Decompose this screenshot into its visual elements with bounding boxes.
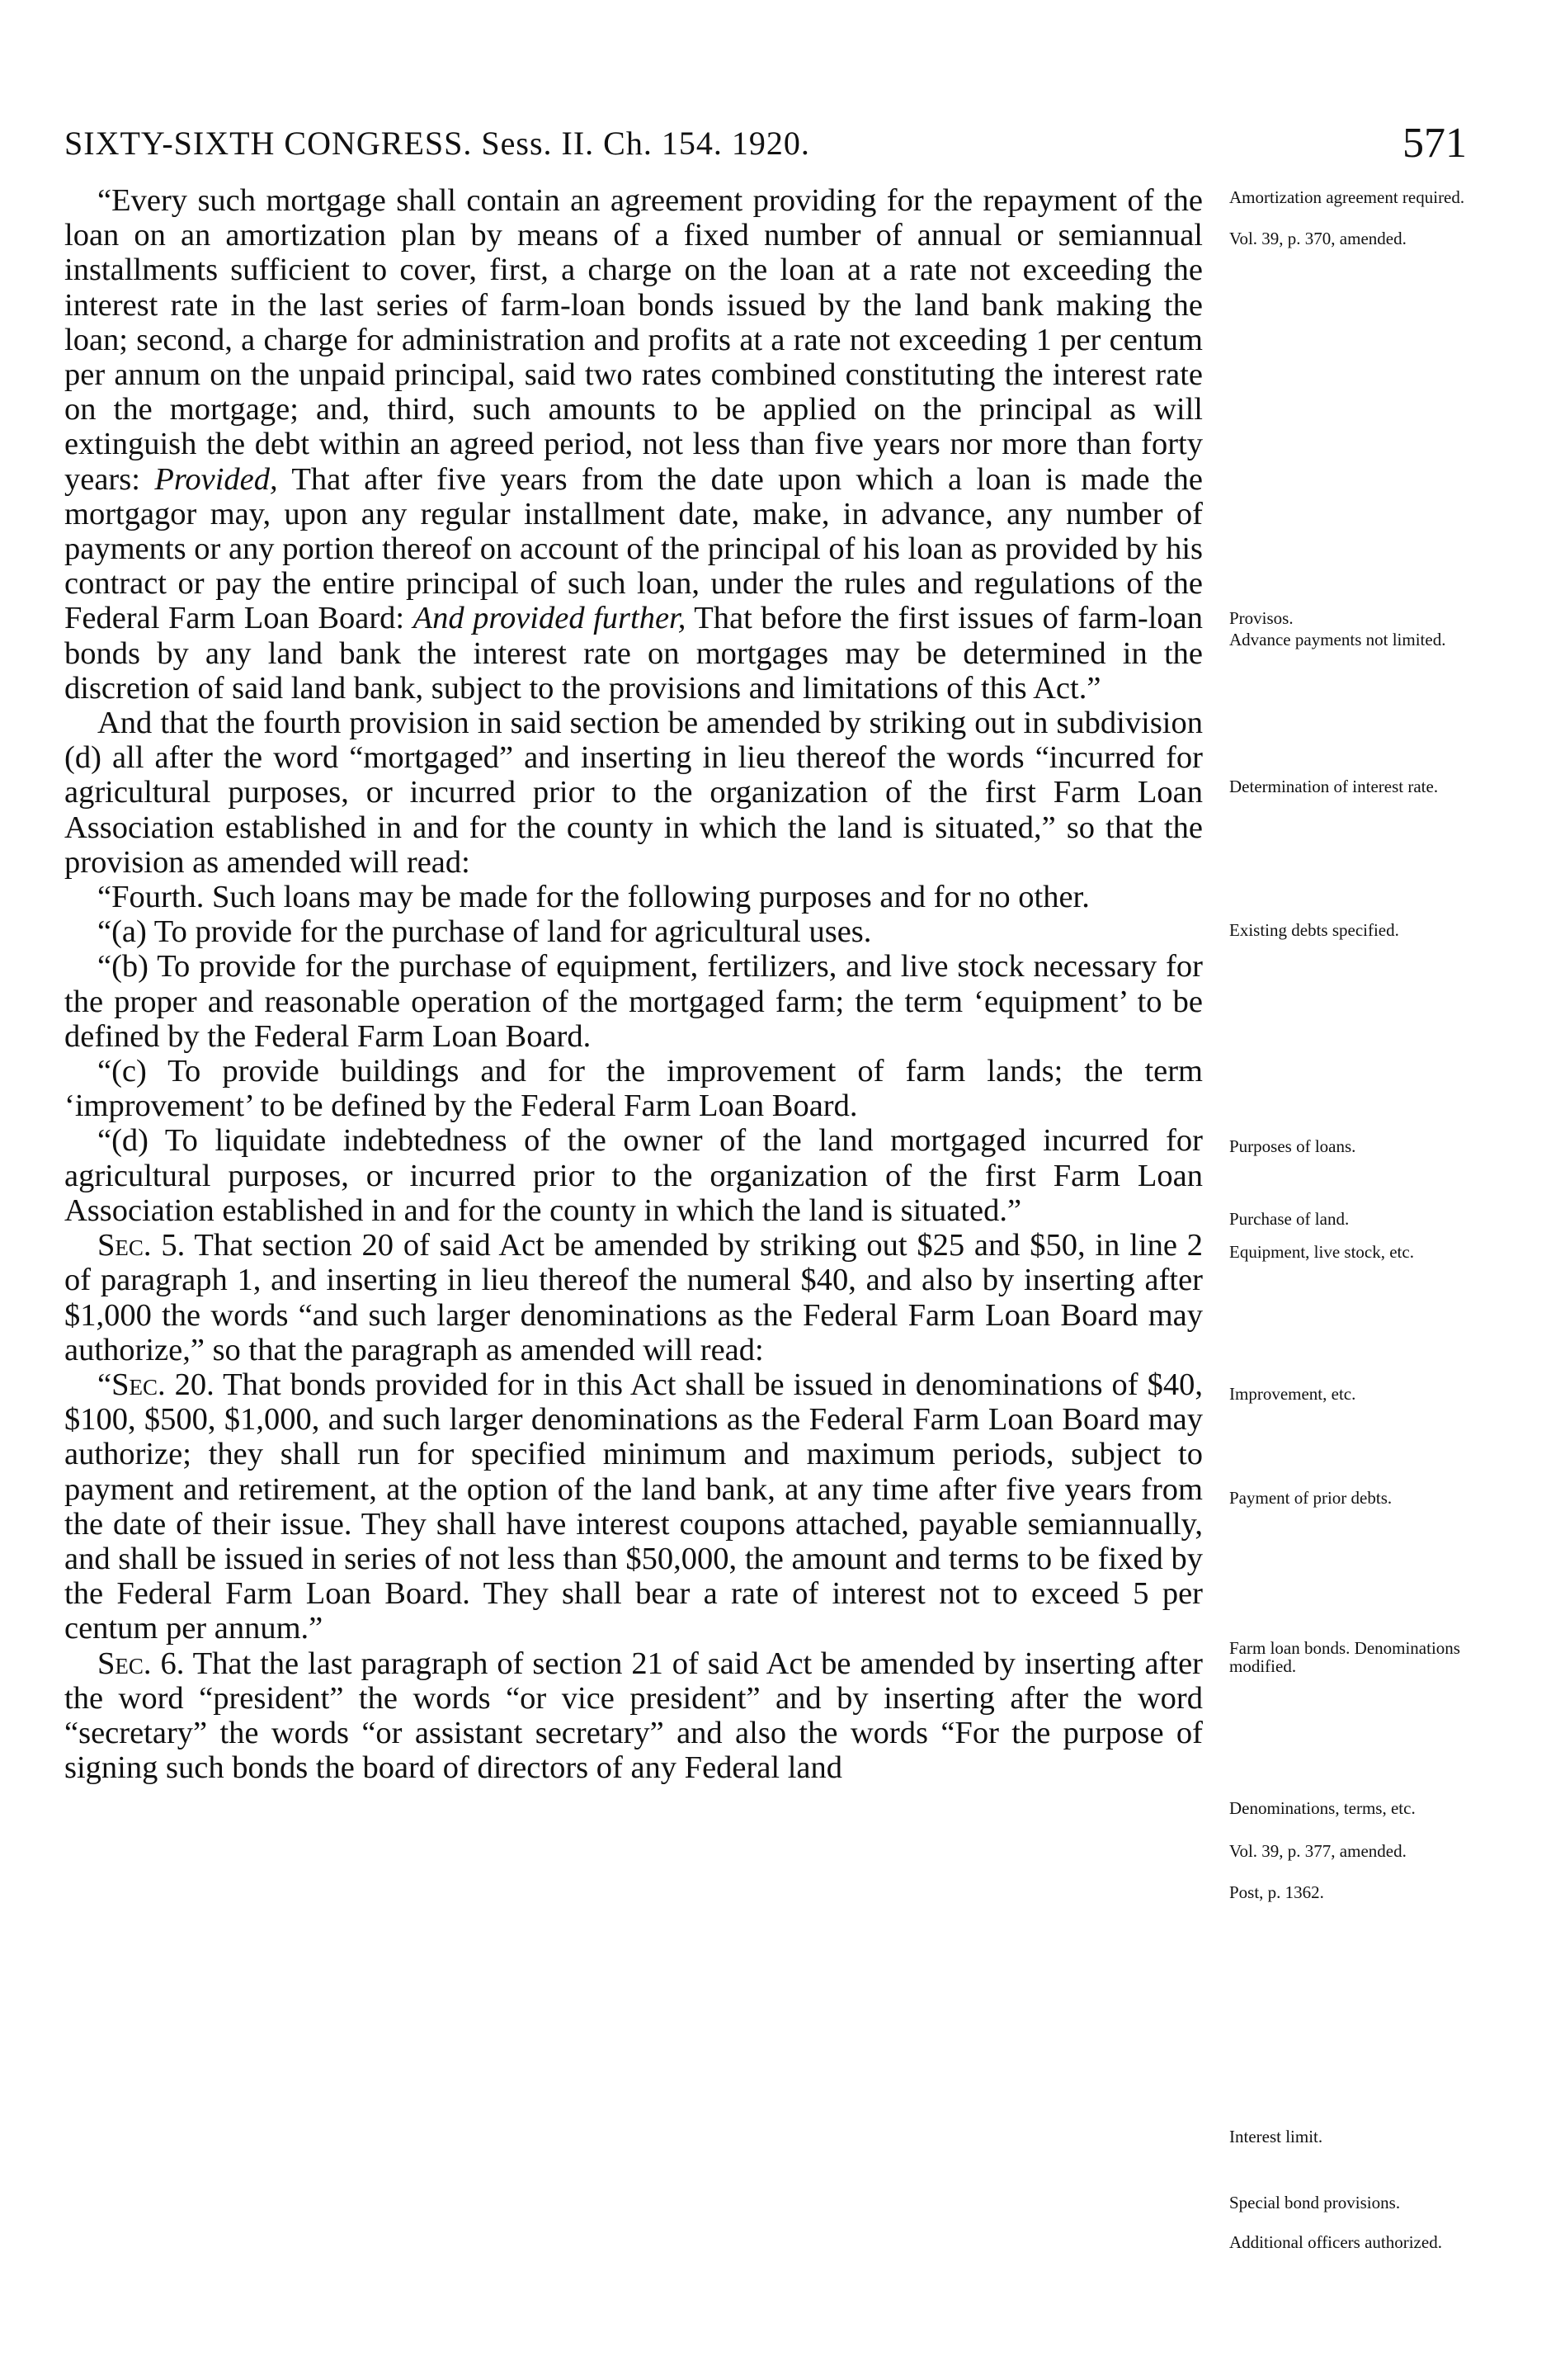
margin-note: Provisos.	[1229, 608, 1294, 628]
paragraph-mortgage-agreement	[64, 183, 1203, 706]
proviso-italic: Provided,	[154, 461, 278, 497]
paragraph-sec-6	[64, 1646, 1203, 1786]
margin-note: Additional officers authorized.	[1229, 2232, 1442, 2252]
paragraph-text: That section 20 of said Act be amended by striking out $25 and $50, in line 2 of paragraph 1, and inserting in lieu thereof the numeral $40, and also by inserting after $1,000 the words “and such larger denominations as the Federal Farm Loan Board may authorize,” so that the paragraph as amended will read:	[64, 1228, 1203, 1367]
margin-note: Existing debts specified.	[1229, 920, 1399, 940]
margin-note: Vol. 39, p. 370, amended.	[1229, 229, 1407, 248]
paragraph-c: “(c) To provide buildings and for the improvement of farm lands; the term ‘improvement’ to be defined by the Federal Farm Loan Board.	[64, 1054, 1203, 1124]
margin-note: Post, p. 1362.	[1229, 1882, 1324, 1902]
paragraph-a: “(a) To provide for the purchase of land for agricultural uses.	[97, 914, 872, 950]
margin-note: Vol. 39, p. 377, amended.	[1229, 1841, 1407, 1861]
paragraph-text: That bonds provided for in this Act shall be issued in denominations of $40, $100, $500, $1,000, and such larger denominations as the Federal Farm Loan Board may authorize; they shall run for specified minimum and maximum periods, subject to payment and retirement, at the option of the land bank, at any time after five years from the date of their issue. They shall have interest coupons attached, payable semiannually, and shall be issued in series of not less than $50,000, the amount and terms to be fixed by the Federal Farm Loan Board. They shall bear a rate of interest not to exceed 5 per centum per annum.”	[64, 1367, 1203, 1646]
paragraph-sec-5	[64, 1228, 1203, 1367]
margin-note: Purposes of loans.	[1229, 1136, 1356, 1156]
proviso-further-italic: And provided further,	[412, 601, 686, 636]
main-text	[64, 183, 1203, 1785]
margin-note: Purchase of land.	[1229, 1209, 1350, 1229]
section-label: “Sec. 20.	[97, 1367, 214, 1402]
paragraph-fourth-provision: And that the fourth provision in said section be amended by striking out in subdivision (d) all after the word “mortgaged” and inserting in lieu thereof the words “incurred for agricultural purposes, or incurred prior to the organization of the first Farm Loan Association established in and for the county in which the land is situated,” so that the provision as amended will read:	[64, 706, 1203, 880]
page-number: 571	[1402, 120, 1467, 167]
margin-note: Amortization agreement required.	[1229, 187, 1465, 207]
margin-note: Equipment, live stock, etc.	[1229, 1242, 1414, 1262]
paragraph-fourth: “Fourth. Such loans may be made for the following purposes and for no other.	[97, 880, 1090, 915]
paragraph-d: “(d) To liquidate indebtedness of the owner of the land mortgaged incurred for agricultural purposes, or incurred prior to the organization of the first Farm Loan Association established in and for the county in which the land is situated.”	[64, 1123, 1203, 1228]
paragraph-text: That before the first issues of farm-loan bonds by any land bank the interest rate on mortgages may be determined in the discretion of said land bank, subject to the provisions and limitations of this Act.”	[64, 601, 1204, 706]
margin-note: Interest limit.	[1229, 2127, 1323, 2146]
section-label: Sec. 6.	[97, 1646, 185, 1681]
margin-note: Special bond provisions.	[1229, 2193, 1401, 2212]
margin-note: Farm loan bonds. Denominations modified.	[1229, 1638, 1460, 1676]
paragraph-text: That the last paragraph of section 21 of said Act be amended by inserting after the word “president” the words “or vice president” and by inserting after the word “secretary” the words “or assistant secretary” and also the words “For the purpose of signing such bonds the board of directors of any Federal land	[64, 1646, 1203, 1786]
margin-note: Improvement, etc.	[1229, 1384, 1356, 1404]
margin-note: Denominations, terms, etc.	[1229, 1798, 1416, 1818]
paragraph-b: “(b) To provide for the purchase of equipment, fertilizers, and live stock necessary for the proper and reasonable operation of the mortgaged farm; the term ‘equipment’ to be defined by the Federal Farm Loan Board.	[64, 949, 1203, 1054]
page-header	[64, 120, 1467, 173]
running-head: SIXTY-SIXTH CONGRESS. Sess. II. Ch. 154. 1920.	[64, 125, 810, 162]
paragraph-text: “Every such mortgage shall contain an agreement providing for the repayment of the loan on an amortization plan by means of a fixed number of annual or semiannual installments sufficient to cover, first, a charge on the loan at a rate not exceeding the interest rate in the last series of farm-loan bonds issued by the land bank making the loan; second, a charge for administration and profits at a rate not exceeding 1 per centum per annum on the unpaid principal, said two rates combined constituting the interest rate on the mortgage; and, third, such amounts to be applied on the principal as will extinguish the debt within an agreed period, not less than five years nor more than forty years:	[64, 183, 1203, 497]
margin-note: Determination of interest rate.	[1229, 777, 1439, 796]
paragraph-sec-20	[64, 1367, 1203, 1646]
paragraph-text: That after five years from the date upon which a loan is made the mortgagor may, upon any regular installment date, make, in advance, any number of payments or any portion thereof on account of the principal of his loan as provided by his contract or pay the entire principal of such loan, under the rules and regulations of the Federal Farm Loan Board:	[64, 461, 1203, 636]
section-label: Sec. 5.	[97, 1228, 186, 1263]
margin-note: Advance payments not limited.	[1229, 630, 1446, 649]
margin-note: Payment of prior debts.	[1229, 1488, 1393, 1508]
